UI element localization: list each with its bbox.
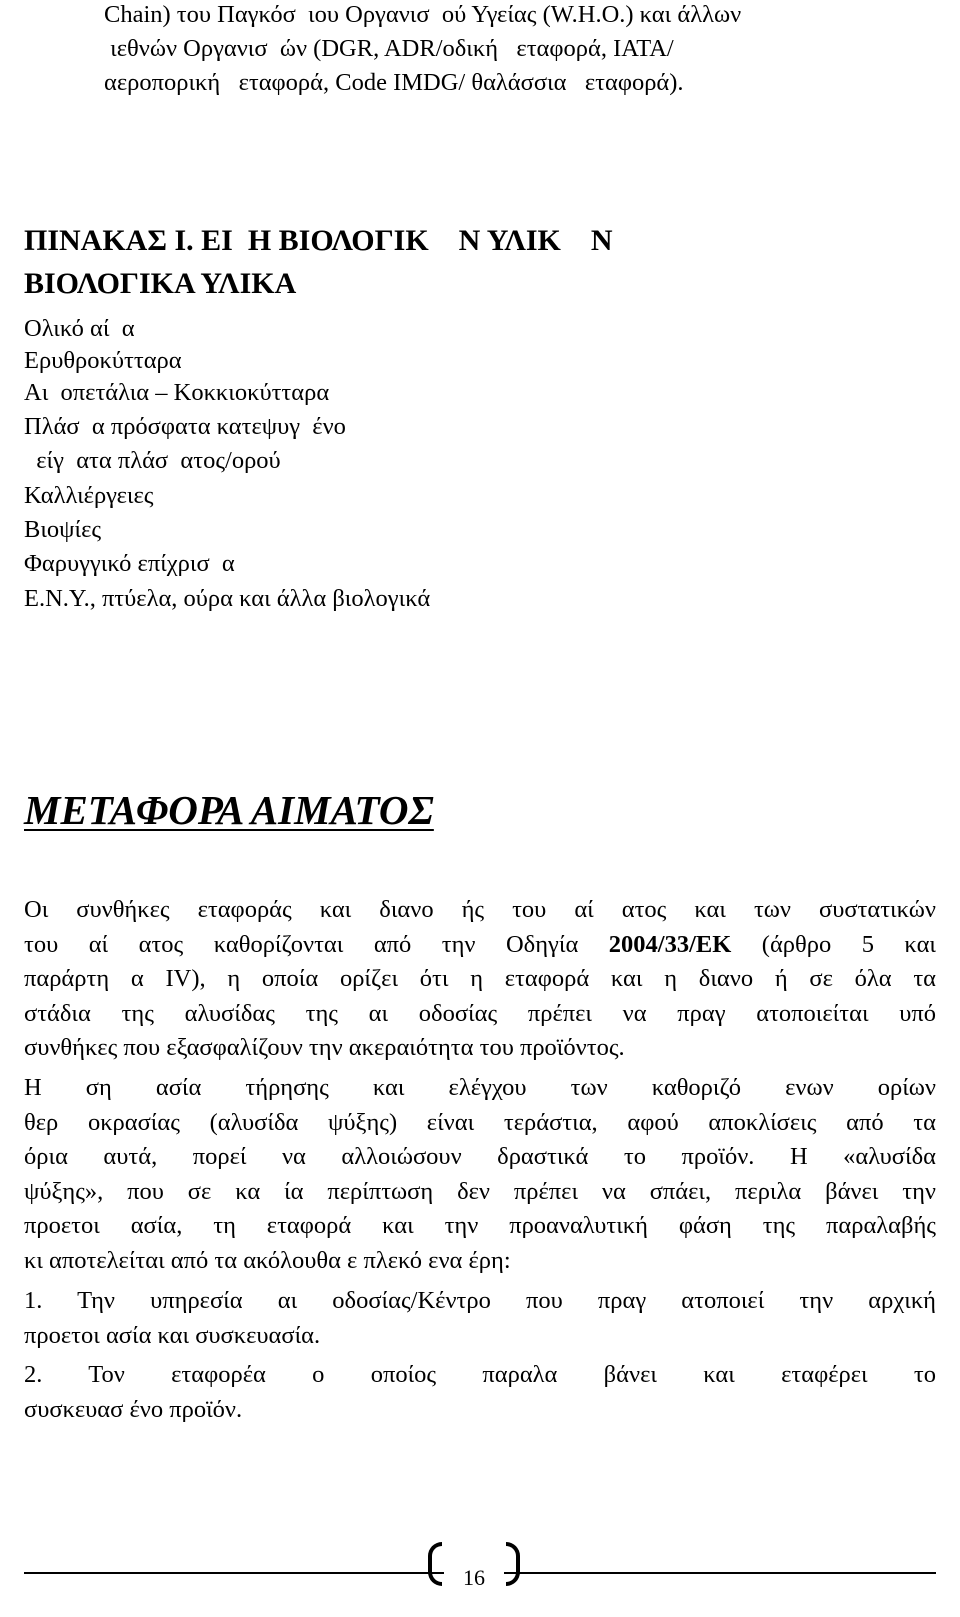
paragraph-line: θερ οκρασίας (αλυσίδα ψύξης) είναι τεράστια, αφού αποκλίσεις από τα bbox=[24, 1108, 936, 1136]
directive-reference: 2004/33/ΕΚ bbox=[608, 930, 732, 958]
paragraph-text: του αί ατος καθορίζονται από την Οδηγία bbox=[24, 930, 609, 958]
page-number: 16 bbox=[444, 1564, 504, 1592]
intro-line: αεροπορική εταφορά, Code IMDG/ θαλάσσια εταφορά). bbox=[104, 69, 684, 96]
paragraph-text: (άρθρο 5 και bbox=[731, 930, 936, 958]
list-item: είγ ατα πλάσ ατος/ορού bbox=[24, 447, 281, 474]
paragraph-line: συνθήκες που εξασφαλίζουν την ακεραιότητα του προϊόντος. bbox=[24, 1034, 625, 1061]
list-item: Ολικό αί α bbox=[24, 315, 135, 342]
paragraph-line: κι αποτελείται από τα ακόλουθα ε πλεκό ενα έρη: bbox=[24, 1246, 511, 1274]
list-item: Ε.Ν.Υ., πτύελα, ούρα και άλλα βιολογικά bbox=[24, 585, 431, 612]
paragraph-line: στάδια της αλυσίδας της αι οδοσίας πρέπει να πραγ ατοποιείται υπό bbox=[24, 999, 936, 1027]
table-title: ΠΙΝΑΚΑΣ Ι. ΕΙ Η ΒΙΟΛΟΓΙΚ Ν ΥΛΙΚ Ν bbox=[24, 224, 613, 257]
paragraph-line: Η ση ασία τήρησης και ελέγχου των καθοριζό ενων ορίων bbox=[24, 1074, 936, 1101]
list-item: Πλάσ α πρόσφατα κατεψυγ ένο bbox=[24, 413, 346, 440]
list-item: Ερυθροκύτταρα bbox=[24, 347, 182, 374]
paragraph-line: 1. Την υπηρεσία αι οδοσίας/Κέντρο που πραγ ατοποιεί την αρχική bbox=[24, 1287, 936, 1314]
list-item: Βιοψίες bbox=[24, 516, 102, 543]
numbered-item-2 bbox=[24, 1358, 936, 1427]
list-item: Καλλιέργειες bbox=[24, 482, 154, 509]
section-heading: ΜΕΤΑΦΟΡΑ ΑΙΜΑΤΟΣ bbox=[24, 787, 434, 833]
list-item: Αι οπετάλια – Κοκκιοκύτταρα bbox=[24, 379, 330, 406]
paragraph-line: όρια αυτά, πορεί να αλλοιώσουν δραστικά το προϊόν. Η «αλυσίδα bbox=[24, 1143, 936, 1170]
numbered-item-1 bbox=[24, 1284, 936, 1353]
page-footer bbox=[0, 1540, 960, 1617]
right-bracket-ornament bbox=[506, 1542, 520, 1586]
paragraph-cold-chain bbox=[24, 1071, 936, 1278]
paragraph-line bbox=[24, 928, 936, 963]
paragraph-line: ψύξης», που σε κα ία περίπτωση δεν πρέπει να σπάει, περιλα βάνει την bbox=[24, 1177, 936, 1205]
left-bracket-ornament bbox=[428, 1542, 442, 1586]
intro-line: Chain) του Παγκόσ ιου Οργανισ ού Υγείας (W.H.O.) και άλλων bbox=[104, 1, 742, 28]
list-item: Φαρυγγικό επίχρισ α bbox=[24, 550, 235, 577]
paragraph-line: 2. Τον εταφορέα ο οποίος παραλα βάνει και εταφέρει το bbox=[24, 1361, 936, 1388]
table-subtitle: ΒΙΟΛΟΓΙΚΑ ΥΛΙΚΑ bbox=[24, 267, 297, 300]
paragraph-blood-transport-conditions bbox=[24, 893, 936, 1066]
paragraph-line: Οι συνθήκες εταφοράς και διανο ής του αί ατος και των συστατικών bbox=[24, 896, 936, 923]
paragraph-line: παράρτη α IV), η οποία ορίζει ότι η εταφορά και η διανο ή σε όλα τα bbox=[24, 965, 936, 992]
paragraph-line: προετοι ασία και συσκευασία. bbox=[24, 1321, 321, 1349]
paragraph-line: συσκευασ ένο προϊόν. bbox=[24, 1395, 243, 1423]
intro-line: ιεθνών Οργανισ ών (DGR, ADR/οδική εταφορά, IATA/ bbox=[104, 35, 674, 62]
paragraph-line: προετοι ασία, τη εταφορά και την προαναλυτική φάση της παραλαβής bbox=[24, 1212, 936, 1239]
